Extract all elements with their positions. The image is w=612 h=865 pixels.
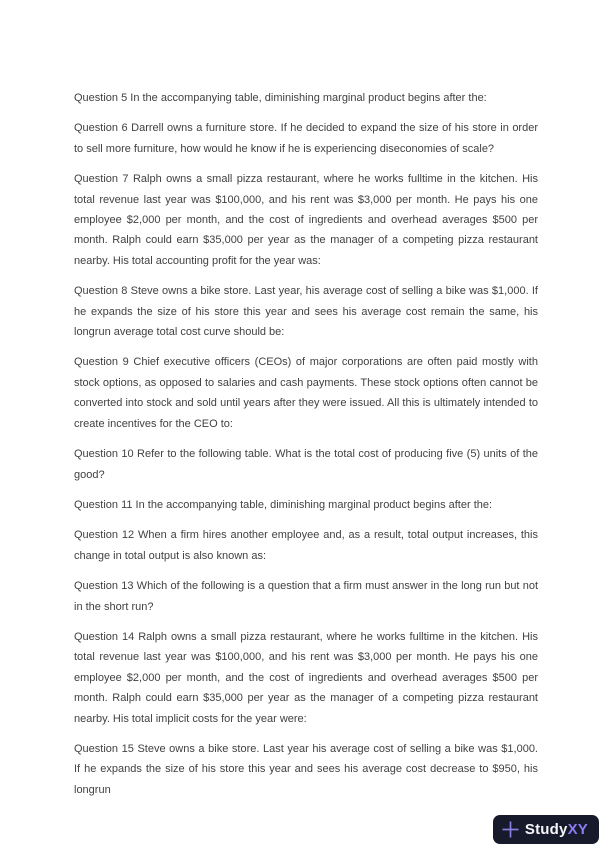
question-13-paragraph: Question 13 Which of the following is a question that a firm must answer in the long run but not in the short run? (74, 580, 538, 613)
question-15-paragraph: Question 15 Steve owns a bike store. Last year his average cost of selling a bike was $1,000. If he expands the size of his store this year and sees his average cost decrease to $950, his longrun (74, 742, 538, 796)
question-8-paragraph: Question 8 Steve owns a bike store. Last year, his average cost of selling a bike was $1,000. If he expands the size of his store this year and sees his average cost remain the same, his longrun average total cost curve should be: (74, 285, 538, 339)
question-list (74, 88, 538, 810)
question-6-paragraph: Question 6 Darrell owns a furniture store. If he decided to expand the size of his store in order to sell more furniture, how would he know if he is experiencing diseconomies of scale? (74, 122, 538, 155)
question-11-paragraph: Question 11 In the accompanying table, diminishing marginal product begins after the: (74, 498, 493, 511)
logo-wordmark (525, 821, 588, 838)
question-9-paragraph: Question 9 Chief executive officers (CEOs) of major corporations are often paid mostly with stock options, as opposed to salaries and cash payments. These stock options often cannot be converted into stock and sold until years after they were issued. All this is ultimately intended to create incentives for the CEO to: (74, 356, 538, 430)
question-12-paragraph: Question 12 When a firm hires another employee and, as a result, total output increases, this change in total output is also known as: (74, 529, 538, 562)
studyxy-logo (493, 815, 599, 844)
logo-text-xy: XY (567, 821, 588, 838)
logo-text-study: Study (524, 821, 568, 838)
question-5-paragraph: Question 5 In the accompanying table, diminishing marginal product begins after the: (74, 92, 487, 104)
question-14-paragraph: Question 14 Ralph owns a small pizza restaurant, where he works fulltime in the kitchen. His total revenue last year was $100,000, and his rent was $3,000 per month. He pays his one employee $2,000 per month, and the cost of ingredients and overhead averages $500 per month. Ralph could earn $35,000 per year as the manager of a competing pizza restaurant nearby. His total implicit costs for the year were: (74, 630, 538, 725)
question-10-paragraph: Question 10 Refer to the following table. What is the total cost of producing five (5) units of the good? (74, 448, 538, 481)
plus-icon (502, 821, 519, 838)
question-7-paragraph: Question 7 Ralph owns a small pizza restaurant, where he works fulltime in the kitchen. His total revenue last year was $100,000, and his rent was $3,000 per month. He pays his one employee $2,000 per month, and the cost of ingredients and overhead averages $500 per month. Ralph could earn $35,000 per year as the manager of a competing pizza restaurant nearby. His total accounting profit for the year was: (74, 173, 538, 267)
